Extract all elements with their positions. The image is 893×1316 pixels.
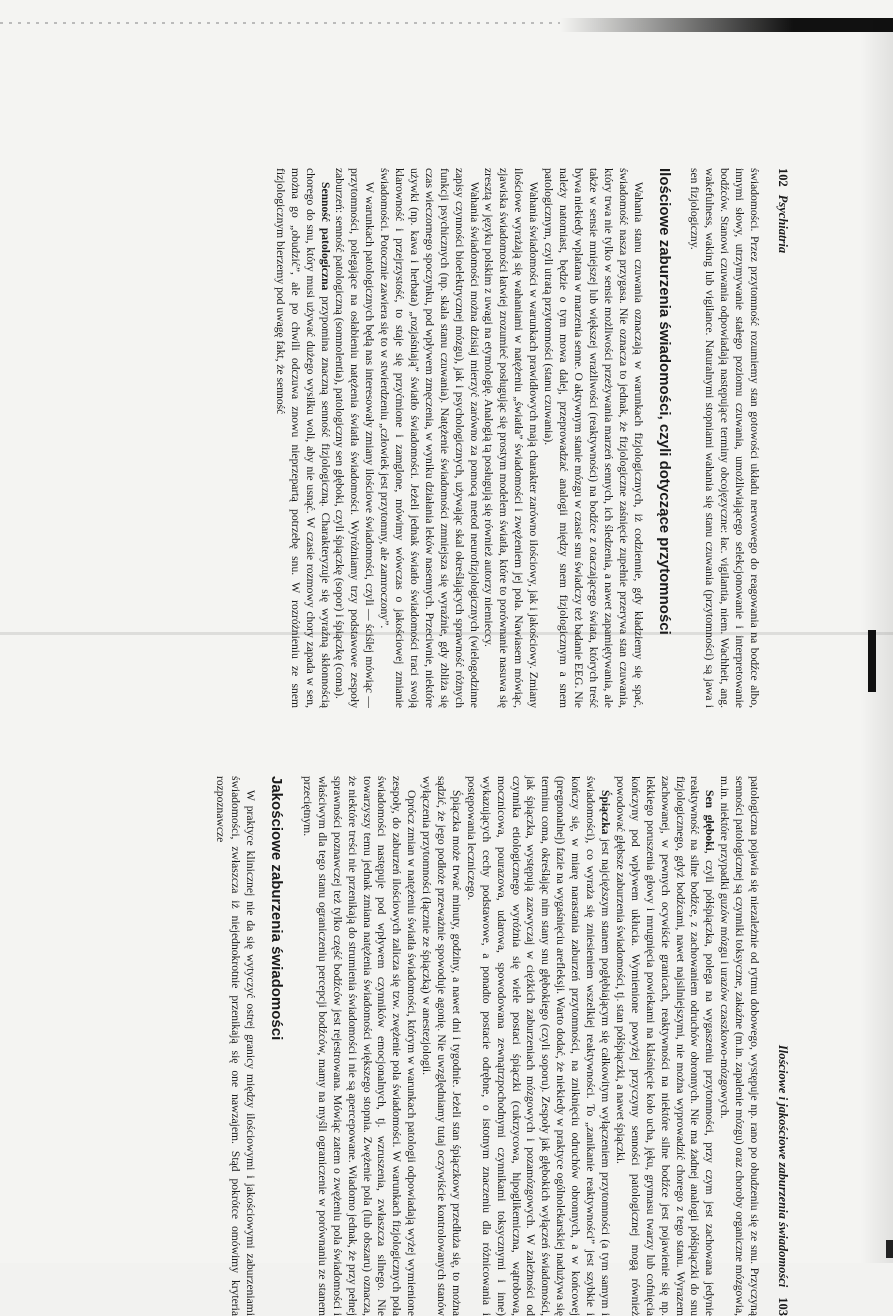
term-bold: Senność patologiczna [318,182,332,291]
paragraph-text: , czyli półśpiączka, polega na wygaszeniu przytomności, przy czym jest zachowana jedynie reaktywność na silne bodźce, z zachowaniem odruchów obronnych. Nie ma żadnej analogii półśpiączki do snu fizjologicznego, gdyż bodźcami, nawet najsilniejszymi, nie można wyprowadzić chorego z tego stanu. Wyrazem zachowanej, w pewnych ocywiście granicach, reaktywności na niektóre silne bodźce jest pojawienie się np. lekkiego poruszenia głowy i mrugnięcia powiekami na klaśnięcie koło ucha, jęku, grymasu twarzy lub cofnięcia kończyny pod wpływem ukłucia. Wymienione powyżej przyczyny senności patologicznej mogą również powodować głębsze zaburzenia świadomości, tj. stan półśpiączki, a nawet śpiączki. [613,776,717,1316]
paragraph: W warunkach patologicznych będą nas interesowały zmiany ilościowe świadomości, czyli — ściślej mówiąc — przytomności, polegające na osłabieniu natężenia światła świadomości. Wyróżniamy trzy podstawowe zespoły zaburzeń: senność patologiczną (somnolentia), patologiczny sen głęboki, czyli śpiączkę (sopor) i śpiączkę (coma). [333,168,377,708]
running-head-title: Psychiatria [776,194,790,254]
scan-edge-noise [0,22,560,24]
gutter-ink-mark [868,630,876,692]
paragraph: Śpiączka może trwać minuty, godziny, a nawet dni i tygodnie. Jeżeli stan śpiączkowy przedłuża się, to można sądzić, że jego podłoże przeważnie spowoduje agonię. Nie uwzględniamy tutaj oczywiście kontrolowanych stanów wyłączenia przytomności (łącznie ze śpiączką) w anestezjologii. [420,776,463,1316]
paragraph: patologiczna pojawia się niezależnie od rytmu dobowego, występuje np. rano po obudzeniu się ze snu. Przyczyną senności patologicznej są czynniki toksyczne, zakaźne (m.in. zapalenie mózgu) oraz choroby organiczne mózgowia, m.in. niektóre przypadki guzów mózgu i urazów czaszkowo-mózgowych. [718,776,762,1316]
paragraph [612,776,716,1316]
section-heading: Jakościowe zaburzenia świadomości [268,776,285,1041]
paragraph [463,776,612,1316]
paragraph [272,168,332,708]
term-bold: Śpiączka [599,790,613,835]
paragraph: Wahania stanu czuwania oznaczają w warunkach fizjologicznych, iż codziennie, gdy kładziemy się spać, świadomość nasza przygasa. Nie oznacza to jednak, że fizjologiczne zaśnięcie zupełnie przerywa stan czuwania, który trwa nie tylko w sensie możliwości przeżywania marzeń sennych, ich śledzenia, a nawet zapamiętywania, ale także w sensie mniejszej lub większej wrażliwości (reaktywności) na bodźce z otaczającego świata, których treść bywa niekiedy wplatana w marzenia senne. O aktywnym stanie mózgu w czasie snu świadczy też badanie EEG. Nie należy natomiast, będzie o tym mowa dalej, przeprowadzać analogii między snem fizjologicznym a snem patologicznym, czyli utratą przytomności (stanu czuwania). [542,168,645,708]
running-head [775,168,790,708]
term-bold: Sen głęboki [703,790,717,851]
running-head [775,776,790,1316]
paragraph: świadomości. Przez przytomność rozumiemy stan gotowości układu nerwowego do reagowania na bodźce albo, innymi słowy, utrzymywanie stałego poziomu czuwania, umożliwiającego selekcjonowanie i interpretowanie bodźców. Stanowi czuwania odpowiadają następujące terminy obcojęzyczne: łac. vigilantia, niem. Wachheit, ang. wakefulness, waking lub vigilance. Naturalnymi stopniami wahania się stanu czuwania (przytomności) są jawa i sen fizjologiczny. [688,168,762,708]
paragraph-text: przypomina znaczną senność fizjologiczną. Charakteryzuje się wyraźną skłonnością chorego do snu, który musi używać dużego wysiłku woli, aby nie usnąć. W czasie rozmowy chory zapada w sen, można go „obudzić”, ale po chwili odczuwa znowu nieprzepartą potrzebę snu. W rozróżnieniu ze snem fizjologicznym bierzemy pod uwagę fakt, że senność [273,168,332,708]
page-number: 102 [776,168,790,187]
page-edge-shadow [860,20,893,1263]
paragraph: Oprócz zmian w natężeniu światła świadomości, którym w warunkach patologii odpowiadają wyżej wymienione zespoły, do zaburzeń ilościowych zalicza się tzw. zwężenie pola świadomości. W warunkach fizjologicznych pola świadomości następuje pod wpływem czynników emocjonalnych, tj. wzruszenia, zwłaszcza silnego. Nie towarzyszy temu jednak zmiana natężenia świadomości większego stopnia. Zwężenie pola (lub obszaru) oznacza, że niektóre treści nie przenikają do strumienia świadomości i nie są apercepowane. Wiadomo jednak, że przy pełnej sprawności poznawczej też tylko część bodźców jest rejestrowana. Mówiąc zatem o zwężeniu pola świadomości i właściwym dla tego stanu ograniczeniu percepcji bodźców, mamy na myśli ograniczenie w porównaniu ze stanem przeciętnym. [300,776,419,1316]
paragraph: Wahania świadomości w warunkach prawidłowych mają charakter zarówno ilościowy, jak i jakościowy. Zmiany ilościowe wyrażają się wahaniami w natężeniu „światła” świadomości i zwężeniem jej pola. Nawiasem mówiąc, zjawiska świadomości łatwiej zrozumieć posługując się prostym modelem światła, które to porównanie nasuwa się zresztą w języku polskim z uwagi na etymologię. Analogią tą posługują się również autorzy niemieccy. [482,168,541,708]
scan-edge-shadow [560,18,893,32]
running-head-title: Ilościowe i jakościowe zaburzenia świadomości [776,1044,790,1288]
section-heading: Ilościowe zaburzenia świadomości, czyli dotyczące przytomności [655,168,673,635]
paragraph: Wahania świadomości można dzisiaj mierzyć zarówno za pomocą metod neurofizjologicznych (wielogodzinne zapisy czynności bioelektrycznej mózgu), jak i psychologicznych, używając skal określających sprawność różnych funkcji psychicznych (np. skala stanu czuwania). Natężenie świadomości zmniejsza się wyraźnie, gdy zbliża się czas wieczornego spoczynku, pod wpływem zmęczenia, w wyniku działania leków nasennych. Przeciwnie, niektóre używki (np. kawa i herbata) „rozjaśniają” światło świadomości. Jeżeli jednak światło świadomości traci swoją klarowność i przejrzystość, to staje się przyćmione i zamglone, mówimy wówczas o jakościowej zmianie świadomości. Potocznie zawiera się to w stwierdzeniu „człowiek jest przytomny, ale zamroczony”. [378,168,481,708]
page-102 [0,168,790,708]
paragraph-text: jest najcięższym stanem pogłębiającym się całkowitym wyłączeniem przytomności (a tym samym i świadomości), co wyraża się zniesieniem wszelkiej reaktywności. To „zanikanie reaktywności” jest szybkie i kończy się, w miarę narastania zaburzeń przytomności, na zniknięciu odruchów obronnych, a w końcowej (pregnonalnej) fazie na wygaśnięciu arefleksji. Warto dodać, że niekiedy w praktyce ogólnolekarskiej nadużywa się terminu coma, określając nim stany snu głębokiego (czyli soporu). Zespoły jak głębokich wyłączeń świadomości, jak śpiączka, występują zazwyczaj w ciężkich zaburzeniach mózgowych i pozamózgowych. W zależności od czynnika etiologicznego wyróżnia się wiele postaci śpiączki (cukrzycowa, hipoglikemiczna, wątrobowa, mocznicowa, pourazowa, udarowa, spowodowana zewnątrzpochodnymi czynnikami toksycznymi i inne) wykazujących cechy podstawowe, a ponadto postacie odrębne, o istotnym znaczeniu dla różnicowania i postępowania leczniczego. [464,776,613,1316]
corner-ink-mark [886,1240,893,1258]
page-103 [0,776,790,1316]
page-number: 103 [776,1297,790,1316]
paragraph: W praktyce klinicznej nie da się wytyczyć ostrej granicy między ilościowymi i jakościowymi zaburzeniami świadomości, zwłaszcza iż niejednokrotnie przenikają się one nawzajem. Stąd pokrótce omówimy kryteria rozpoznawcze [214,776,257,1316]
